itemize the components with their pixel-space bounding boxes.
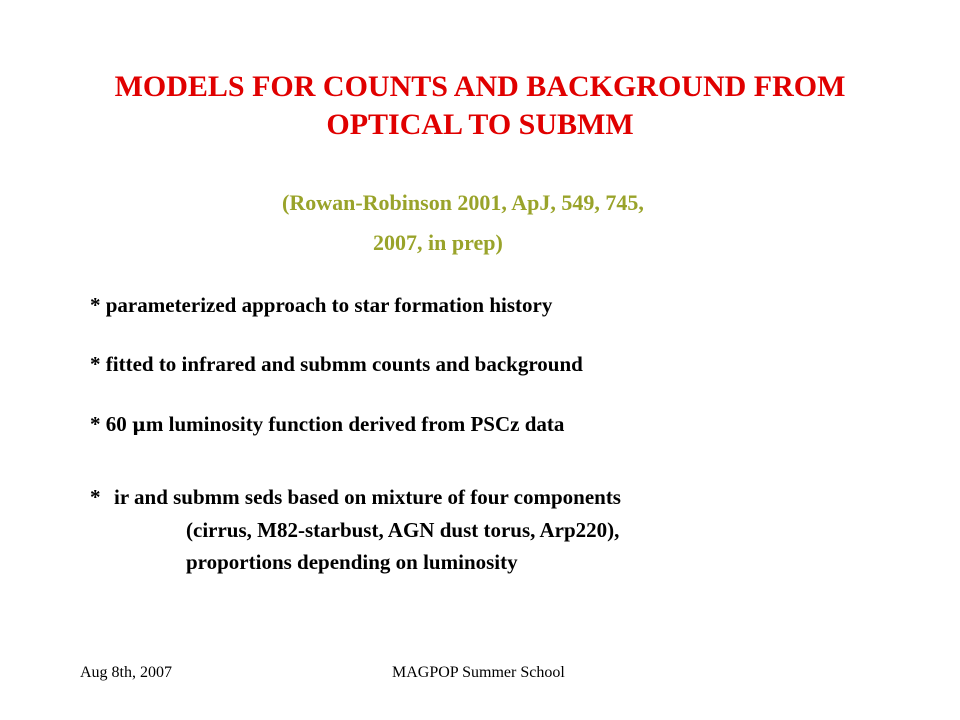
bullet-seds — [90, 483, 621, 574]
citation-line-2: 2007, in prep) — [373, 230, 503, 255]
slide-title-line-2: OPTICAL TO SUBMM — [326, 108, 634, 141]
footer-date: Aug 8th, 2007 — [80, 664, 172, 681]
footer-event: MAGPOP Summer School — [392, 664, 565, 681]
slide-title-line-1: MODELS FOR COUNTS AND BACKGROUND FROM — [114, 70, 846, 103]
bullet-luminosity-prefix: * 60 — [90, 412, 132, 436]
bullet-luminosity-function — [90, 410, 564, 439]
slide-title — [60, 68, 900, 144]
bullet-fitted-counts: * fitted to infrared and submm counts and background — [90, 352, 583, 376]
bullet-seds-line-3: proportions depending on luminosity — [186, 550, 518, 574]
bullet-seds-marker: * — [90, 485, 101, 509]
bullet-seds-line-1: ir and submm seds based on mixture of four components — [114, 485, 621, 509]
bullet-star-formation: * parameterized approach to star formation history — [90, 293, 553, 317]
bullet-seds-line-2: (cirrus, M82-starbust, AGN dust torus, Arp220), — [186, 518, 620, 542]
bullet-luminosity-suffix: m luminosity function derived from PSCz data — [145, 412, 565, 436]
mu-symbol: μ — [132, 414, 146, 436]
citation-line-1: (Rowan-Robinson 2001, ApJ, 549, 745, — [282, 190, 644, 215]
